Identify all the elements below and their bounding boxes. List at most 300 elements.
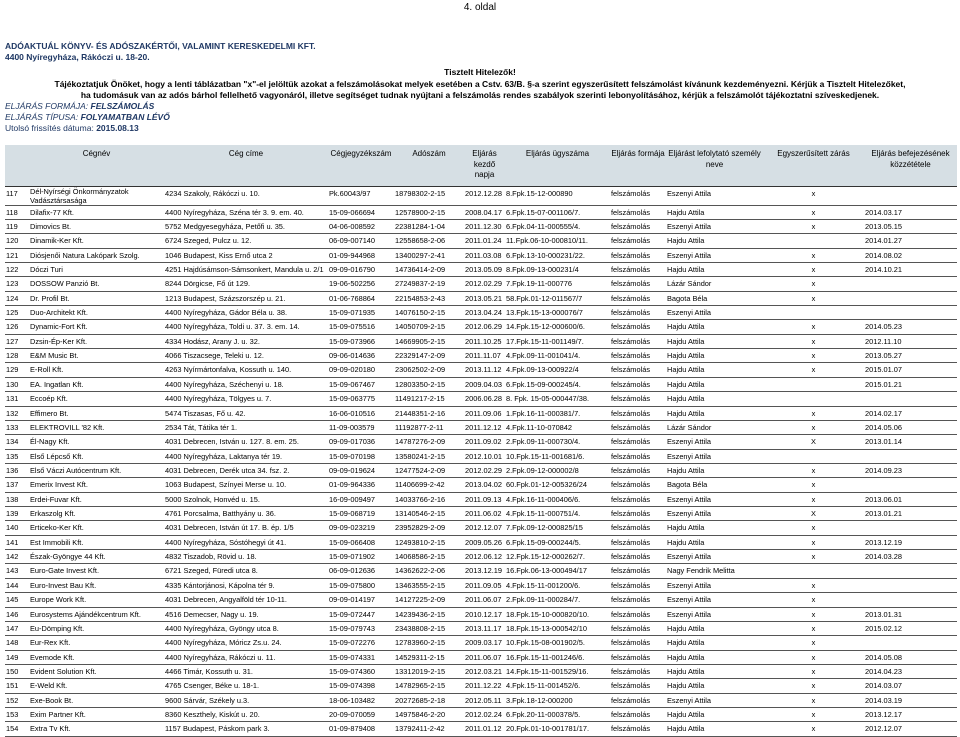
cell-simplified-closing: x — [763, 406, 864, 420]
cell-closing-publication-date — [864, 636, 957, 650]
cell-simplified-closing: x — [763, 636, 864, 650]
cell-procedure-form: felszámolás — [610, 722, 666, 736]
cell-company-address: 2534 Tát, Tátika tér 1. — [164, 420, 328, 434]
cell-company-name: Dilafix-77 Kft. — [29, 205, 164, 219]
cell-closing-publication-date: 2013.01.14 — [864, 435, 957, 449]
cell-start-date: 2012.10.01 — [464, 449, 505, 463]
cell-company-address: 8360 Keszthely, Kiskút u. 20. — [164, 708, 328, 722]
table-row — [5, 377, 957, 391]
cell-row-number: 135 — [5, 449, 29, 463]
cell-simplified-closing — [763, 392, 864, 406]
cell-procedure-form: felszámolás — [610, 621, 666, 635]
update-date — [5, 123, 955, 134]
cell-row-number: 141 — [5, 535, 29, 549]
cell-row-number: 146 — [5, 607, 29, 621]
cell-registration-number: Pk.60043/97 — [328, 186, 394, 205]
cell-administrator-name: Hajdu Attila — [666, 363, 763, 377]
table-row — [5, 186, 957, 205]
cell-closing-publication-date — [864, 593, 957, 607]
cell-simplified-closing: x — [763, 492, 864, 506]
cell-row-number: 143 — [5, 564, 29, 578]
cell-closing-publication-date: 2014.02.17 — [864, 406, 957, 420]
table-row — [5, 607, 957, 621]
cell-company-address: 1063 Budapest, Színyei Merse u. 10. — [164, 478, 328, 492]
cell-administrator-name: Hajdu Attila — [666, 722, 763, 736]
cell-row-number: 151 — [5, 679, 29, 693]
cell-tax-number: 12803350-2-15 — [394, 377, 464, 391]
cell-registration-number: 15-09-070198 — [328, 449, 394, 463]
cell-procedure-form: felszámolás — [610, 219, 666, 233]
cell-procedure-form: felszámolás — [610, 435, 666, 449]
cell-closing-publication-date: 2015.02.12 — [864, 621, 957, 635]
table-row — [5, 234, 957, 248]
liquidation-table — [5, 145, 957, 737]
cell-procedure-form: felszámolás — [610, 564, 666, 578]
cell-company-name: E&M Music Bt. — [29, 349, 164, 363]
cell-administrator-name: Eszenyi Attila — [666, 449, 763, 463]
cell-start-date: 2012.06.29 — [464, 320, 505, 334]
cell-tax-number: 14787276-2-09 — [394, 435, 464, 449]
cell-simplified-closing: x — [763, 722, 864, 736]
cell-administrator-name: Hajdu Attila — [666, 463, 763, 477]
cell-tax-number: 14050709-2-15 — [394, 320, 464, 334]
table-row — [5, 248, 957, 262]
cell-simplified-closing: x — [763, 578, 864, 592]
cell-row-number: 139 — [5, 507, 29, 521]
cell-administrator-name: Eszenyi Attila — [666, 435, 763, 449]
cell-procedure-form: felszámolás — [610, 665, 666, 679]
cell-company-name: Effimero Bt. — [29, 406, 164, 420]
cell-row-number: 148 — [5, 636, 29, 650]
cell-tax-number: 12558658-2-06 — [394, 234, 464, 248]
table-row — [5, 478, 957, 492]
table-row — [5, 306, 957, 320]
cell-closing-publication-date: 2012.11.10 — [864, 334, 957, 348]
cell-row-number: 142 — [5, 550, 29, 564]
cell-registration-number: 06-09-007140 — [328, 234, 394, 248]
cell-row-number: 147 — [5, 621, 29, 635]
cell-row-number: 138 — [5, 492, 29, 506]
cell-tax-number: 11406699-2-42 — [394, 478, 464, 492]
cell-simplified-closing: x — [763, 550, 864, 564]
cell-tax-number: 23952829-2-09 — [394, 521, 464, 535]
cell-row-number: 126 — [5, 320, 29, 334]
cell-row-number: 128 — [5, 349, 29, 363]
cell-tax-number: 14076150-2-15 — [394, 306, 464, 320]
table-row — [5, 693, 957, 707]
cell-tax-number: 12493810-2-15 — [394, 535, 464, 549]
cell-registration-number: 15-09-073966 — [328, 334, 394, 348]
cell-company-address: 8244 Dörgicse, Fő út 129. — [164, 277, 328, 291]
cell-company-address: 4031 Debrecen, István út 17. B. ép. 1/5 — [164, 521, 328, 535]
cell-administrator-name: Lázár Sándor — [666, 420, 763, 434]
cell-start-date: 2011.06.07 — [464, 650, 505, 664]
cell-start-date: 2011.01.24 — [464, 234, 505, 248]
cell-simplified-closing: x — [763, 334, 864, 348]
table-row — [5, 262, 957, 276]
cell-company-name: Euro-Gate Invest Kft. — [29, 564, 164, 578]
cell-company-name: Evident Solution Kft. — [29, 665, 164, 679]
cell-simplified-closing: x — [763, 535, 864, 549]
cell-procedure-form: felszámolás — [610, 349, 666, 363]
cell-registration-number: 15-09-072276 — [328, 636, 394, 650]
cell-row-number: 127 — [5, 334, 29, 348]
cell-company-name: Erkaszolg Kft. — [29, 507, 164, 521]
cell-registration-number: 15-09-079743 — [328, 621, 394, 635]
cell-closing-publication-date: 2014.08.02 — [864, 248, 957, 262]
cell-company-name: Dóczi Turi — [29, 262, 164, 276]
cell-closing-publication-date: 2014.05.08 — [864, 650, 957, 664]
cell-row-number: 121 — [5, 248, 29, 262]
cell-procedure-form: felszámolás — [610, 420, 666, 434]
cell-closing-publication-date — [864, 521, 957, 535]
cell-start-date: 2009.04.03 — [464, 377, 505, 391]
cell-simplified-closing: x — [763, 205, 864, 219]
cell-administrator-name: Hajdu Attila — [666, 205, 763, 219]
cell-company-address: 5474 Tiszasas, Fő u. 42. — [164, 406, 328, 420]
cell-procedure-form: felszámolás — [610, 478, 666, 492]
notice-line-1: Tájékoztatjuk Önöket, hogy a lenti táblázatban "x"-el jelöltük azokat a felszámolásokat melyek esetében a Cstv. 63/B. §-a szerint egyszerűsített felszámolást kívánunk kezdeményezni. Kérjük a Tisztelt Hitelezőket, — [54, 78, 906, 89]
cell-simplified-closing: x — [763, 650, 864, 664]
procedure-form — [5, 101, 955, 112]
cell-procedure-form: felszámolás — [610, 186, 666, 205]
cell-row-number: 150 — [5, 665, 29, 679]
cell-start-date: 2011.03.08 — [464, 248, 505, 262]
cell-company-address: 6721 Szeged, Füredi utca 8. — [164, 564, 328, 578]
cell-start-date: 2012.02.29 — [464, 277, 505, 291]
table-row — [5, 205, 957, 219]
cell-registration-number: 01-09-879408 — [328, 722, 394, 736]
cell-procedure-form: felszámolás — [610, 392, 666, 406]
company-name: ADÓAKTUÁL KÖNYV- ÉS ADÓSZAKÉRTŐI, VALAMINT KERESKEDELMI KFT. — [5, 41, 316, 51]
table-body — [5, 186, 957, 736]
cell-closing-publication-date — [864, 291, 957, 305]
cell-registration-number: 09-09-019624 — [328, 463, 394, 477]
update-date-label: Utolsó frissítés dátuma: — [5, 123, 94, 134]
cell-registration-number: 09-06-014636 — [328, 349, 394, 363]
cell-company-name: EA. Ingatlan Kft. — [29, 377, 164, 391]
procedure-form-value: FELSZÁMOLÁS — [90, 101, 155, 112]
cell-tax-number: 22329147-2-09 — [394, 349, 464, 363]
cell-row-number: 136 — [5, 463, 29, 477]
cell-start-date: 2009.05.26 — [464, 535, 505, 549]
cell-start-date: 2011.12.12 — [464, 420, 505, 434]
cell-case-number: 2.Fpk.09-12-000002/8 — [505, 463, 610, 477]
cell-registration-number: 15-09-074331 — [328, 650, 394, 664]
table-row — [5, 722, 957, 736]
cell-closing-publication-date: 2014.04.23 — [864, 665, 957, 679]
table-row — [5, 621, 957, 635]
cell-company-name: E-Weld Kft. — [29, 679, 164, 693]
cell-case-number: 4.Fpk.15-11-000751/4. — [505, 507, 610, 521]
cell-simplified-closing: x — [763, 679, 864, 693]
cell-procedure-form: felszámolás — [610, 334, 666, 348]
cell-procedure-form: felszámolás — [610, 650, 666, 664]
cell-company-name: Első Váczi Autócentrum Kft. — [29, 463, 164, 477]
cell-start-date: 2011.12.22 — [464, 679, 505, 693]
cell-registration-number: 15-09-067467 — [328, 377, 394, 391]
cell-company-name: Dimovics Bt. — [29, 219, 164, 233]
cell-procedure-form: felszámolás — [610, 578, 666, 592]
cell-tax-number: 13140546-2-15 — [394, 507, 464, 521]
cell-registration-number: 18-06-103482 — [328, 693, 394, 707]
cell-row-number: 129 — [5, 363, 29, 377]
cell-company-name: Dinamik-Ker Kft. — [29, 234, 164, 248]
cell-tax-number: 14362622-2-06 — [394, 564, 464, 578]
table-row — [5, 550, 957, 564]
cell-administrator-name: Bagota Béla — [666, 291, 763, 305]
cell-start-date: 2013.05.09 — [464, 262, 505, 276]
cell-administrator-name: Bagota Béla — [666, 478, 763, 492]
cell-company-name: Él-Nagy Kft. — [29, 435, 164, 449]
cell-tax-number: 14068586-2-15 — [394, 550, 464, 564]
cell-company-name: DOSSOW Panzió Bt. — [29, 277, 164, 291]
cell-company-name: Eu-Dömping Kft. — [29, 621, 164, 635]
cell-case-number: 10.Fpk.15-08-001902/5. — [505, 636, 610, 650]
cell-closing-publication-date: 2013.12.17 — [864, 708, 957, 722]
cell-case-number: 7.Fpk.19-11-000776 — [505, 277, 610, 291]
cell-row-number: 137 — [5, 478, 29, 492]
cell-simplified-closing: x — [763, 521, 864, 535]
table-row — [5, 578, 957, 592]
cell-simplified-closing — [763, 564, 864, 578]
cell-tax-number: 11192877-2-11 — [394, 420, 464, 434]
col-header-company-name: Cégnév — [29, 145, 164, 186]
cell-row-number: 131 — [5, 392, 29, 406]
cell-company-name: Erticeko-Ker Kft. — [29, 521, 164, 535]
cell-company-address: 4335 Kántorjánosi, Kápolna tér 9. — [164, 578, 328, 592]
cell-administrator-name: Nagy Fendrik Melitta — [666, 564, 763, 578]
cell-procedure-form: felszámolás — [610, 205, 666, 219]
cell-company-address: 4765 Csenger, Béke u. 18-1. — [164, 679, 328, 693]
cell-company-address: 4263 Nyírmártonfalva, Kossuth u. 140. — [164, 363, 328, 377]
cell-registration-number: 15-09-066694 — [328, 205, 394, 219]
cell-closing-publication-date — [864, 449, 957, 463]
table-row — [5, 363, 957, 377]
cell-closing-publication-date: 2014.05.23 — [864, 320, 957, 334]
table-row — [5, 593, 957, 607]
cell-administrator-name: Hajdu Attila — [666, 679, 763, 693]
cell-procedure-form: felszámolás — [610, 708, 666, 722]
cell-procedure-form: felszámolás — [610, 377, 666, 391]
cell-closing-publication-date — [864, 478, 957, 492]
cell-procedure-form: felszámolás — [610, 277, 666, 291]
table-row — [5, 636, 957, 650]
cell-closing-publication-date — [864, 392, 957, 406]
cell-closing-publication-date: 2015.01.21 — [864, 377, 957, 391]
cell-procedure-form: felszámolás — [610, 535, 666, 549]
cell-row-number: 144 — [5, 578, 29, 592]
table-row — [5, 507, 957, 521]
cell-tax-number: 22154853-2-43 — [394, 291, 464, 305]
col-header-closing-publication: Eljárás befejezésének közzététele — [864, 145, 957, 186]
cell-procedure-form: felszámolás — [610, 363, 666, 377]
cell-administrator-name: Eszenyi Attila — [666, 550, 763, 564]
col-header-address: Cég címe — [164, 145, 328, 186]
cell-procedure-form: felszámolás — [610, 248, 666, 262]
cell-company-address: 5752 Medgyesegyháza, Petőfi u. 35. — [164, 219, 328, 233]
cell-tax-number: 12477524-2-09 — [394, 463, 464, 477]
cell-company-name: Észak-Gyöngye 44 Kft. — [29, 550, 164, 564]
cell-tax-number: 14529311-2-15 — [394, 650, 464, 664]
table-row — [5, 349, 957, 363]
cell-start-date: 2011.09.02 — [464, 435, 505, 449]
cell-simplified-closing: x — [763, 291, 864, 305]
cell-administrator-name: Hajdu Attila — [666, 650, 763, 664]
cell-administrator-name: Lázár Sándor — [666, 277, 763, 291]
cell-simplified-closing: x — [763, 277, 864, 291]
cell-simplified-closing — [763, 234, 864, 248]
cell-tax-number: 14736414-2-09 — [394, 262, 464, 276]
cell-case-number: 18.Fpk.15-10-000820/10. — [505, 607, 610, 621]
cell-case-number: 4.Fpk.15-11-001452/6. — [505, 679, 610, 693]
cell-row-number: 120 — [5, 234, 29, 248]
cell-closing-publication-date: 2012.12.07 — [864, 722, 957, 736]
cell-case-number: 2.Fpk.09-11-000284/7. — [505, 593, 610, 607]
cell-registration-number: 09-09-020180 — [328, 363, 394, 377]
cell-administrator-name: Hajdu Attila — [666, 636, 763, 650]
cell-case-number: 60.Fpk.01-12-005326/24 — [505, 478, 610, 492]
cell-administrator-name: Hajdu Attila — [666, 521, 763, 535]
cell-company-name: Dél-Nyírségi Önkormányzatok Vadásztársasága — [29, 186, 164, 205]
cell-start-date: 2013.05.21 — [464, 291, 505, 305]
cell-start-date: 2011.09.05 — [464, 578, 505, 592]
cell-administrator-name: Eszenyi Attila — [666, 507, 763, 521]
cell-case-number: 17.Fpk.15-11-001149/7. — [505, 334, 610, 348]
table-row — [5, 219, 957, 233]
cell-registration-number: 15-09-075516 — [328, 320, 394, 334]
cell-simplified-closing: x — [763, 708, 864, 722]
cell-row-number: 152 — [5, 693, 29, 707]
cell-row-number: 124 — [5, 291, 29, 305]
cell-tax-number: 14239436-2-15 — [394, 607, 464, 621]
cell-company-address: 4400 Nyíregyháza, Laktanya tér 19. — [164, 449, 328, 463]
table-row — [5, 564, 957, 578]
cell-registration-number: 09-09-014197 — [328, 593, 394, 607]
cell-simplified-closing: x — [763, 320, 864, 334]
col-header-case-number: Eljárás ügyszáma — [505, 145, 610, 186]
cell-case-number: 18.Fpk.15-13-000542/10 — [505, 621, 610, 635]
cell-closing-publication-date: 2015.01.07 — [864, 363, 957, 377]
cell-company-address: 1157 Budapest, Páskom park 3. — [164, 722, 328, 736]
cell-case-number: 4.Fpk.09-11-001041/4. — [505, 349, 610, 363]
cell-company-name: Europe Work Kft. — [29, 593, 164, 607]
table-row — [5, 320, 957, 334]
cell-row-number: 117 — [5, 186, 29, 205]
cell-administrator-name: Hajdu Attila — [666, 334, 763, 348]
cell-administrator-name: Hajdu Attila — [666, 392, 763, 406]
cell-case-number: 6.Fpk.20-11-000378/5. — [505, 708, 610, 722]
cell-company-name: Euro-Invest Bau Kft. — [29, 578, 164, 592]
cell-tax-number: 27249837-2-19 — [394, 277, 464, 291]
cell-simplified-closing: x — [763, 186, 864, 205]
cell-row-number: 154 — [5, 722, 29, 736]
cell-simplified-closing: x — [763, 363, 864, 377]
cell-company-name: Evemode Kft. — [29, 650, 164, 664]
cell-administrator-name: Eszenyi Attila — [666, 186, 763, 205]
cell-company-name: Duo-Architekt Kft. — [29, 306, 164, 320]
greeting: Tisztelt Hitelezők! — [444, 67, 516, 78]
cell-company-name: Eur-Rex Kft. — [29, 636, 164, 650]
cell-case-number: 2.Fpk.09-11-000730/4. — [505, 435, 610, 449]
cell-procedure-form: felszámolás — [610, 521, 666, 535]
cell-row-number: 123 — [5, 277, 29, 291]
cell-tax-number: 14975846-2-20 — [394, 708, 464, 722]
cell-registration-number: 15-09-071935 — [328, 306, 394, 320]
cell-case-number: 6.Fpk.04-11-000555/4. — [505, 219, 610, 233]
cell-tax-number: 14033766-2-16 — [394, 492, 464, 506]
cell-closing-publication-date: 2014.03.17 — [864, 205, 957, 219]
cell-start-date: 2011.01.12 — [464, 722, 505, 736]
cell-case-number: 4.Fpk.11-10-070842 — [505, 420, 610, 434]
cell-procedure-form: felszámolás — [610, 492, 666, 506]
cell-company-name: Dynamic-Fort Kft. — [29, 320, 164, 334]
cell-tax-number: 22381284-1-04 — [394, 219, 464, 233]
cell-simplified-closing: x — [763, 621, 864, 635]
table-row — [5, 420, 957, 434]
cell-closing-publication-date: 2014.03.19 — [864, 693, 957, 707]
cell-company-name: Emerix Invest Kft. — [29, 478, 164, 492]
cell-simplified-closing: x — [763, 262, 864, 276]
cell-tax-number: 13792411-2-42 — [394, 722, 464, 736]
cell-company-address: 4761 Porcsalma, Batthyány u. 36. — [164, 507, 328, 521]
cell-company-name: E-Roll Kft. — [29, 363, 164, 377]
cell-case-number: 11.Fpk.06-10-000810/11. — [505, 234, 610, 248]
table-row — [5, 521, 957, 535]
cell-start-date: 2010.12.17 — [464, 607, 505, 621]
cell-administrator-name: Hajdu Attila — [666, 349, 763, 363]
cell-simplified-closing: x — [763, 665, 864, 679]
cell-case-number: 6.Fpk.15-07-001106/7. — [505, 205, 610, 219]
cell-simplified-closing: x — [763, 693, 864, 707]
cell-tax-number: 13463555-2-15 — [394, 578, 464, 592]
cell-administrator-name: Eszenyi Attila — [666, 492, 763, 506]
cell-registration-number: 11-09-003579 — [328, 420, 394, 434]
cell-closing-publication-date: 2014.05.06 — [864, 420, 957, 434]
cell-case-number: 6.Fpk.15-09-000245/4. — [505, 377, 610, 391]
cell-closing-publication-date — [864, 578, 957, 592]
cell-closing-publication-date — [864, 564, 957, 578]
cell-start-date: 2011.12.30 — [464, 219, 505, 233]
cell-company-name: Dr. Profil Bt. — [29, 291, 164, 305]
table-row — [5, 449, 957, 463]
cell-registration-number: 01-09-944968 — [328, 248, 394, 262]
table-row — [5, 679, 957, 693]
notice-line-2: ha tudomásuk van az adós bárhol fellelhető vagyonáról, illetve segítséget tudnak nyújtani a felszámolás rendes szabályok szerinti lebonyolításához, kérjük a felszámolót tájékoztatni szíveskedjenek. — [80, 89, 880, 100]
cell-registration-number: 15-09-072447 — [328, 607, 394, 621]
table-row — [5, 463, 957, 477]
cell-row-number: 130 — [5, 377, 29, 391]
cell-registration-number: 15-09-075800 — [328, 578, 394, 592]
cell-company-name: Diósjenői Natura Lakópark Szolg. — [29, 248, 164, 262]
cell-start-date: 2013.11.12 — [464, 363, 505, 377]
col-header-no — [5, 145, 29, 186]
cell-start-date: 2013.12.19 — [464, 564, 505, 578]
cell-row-number: 122 — [5, 262, 29, 276]
cell-case-number: 7.Fpk.09-12-000825/15 — [505, 521, 610, 535]
cell-start-date: 2009.03.17 — [464, 636, 505, 650]
cell-closing-publication-date — [864, 277, 957, 291]
cell-company-name: Eurosystems Ajándékcentrum Kft. — [29, 607, 164, 621]
cell-registration-number: 06-09-012636 — [328, 564, 394, 578]
cell-case-number: 10.Fpk.15-11-001681/6. — [505, 449, 610, 463]
cell-tax-number: 23062502-2-09 — [394, 363, 464, 377]
cell-simplified-closing: x — [763, 463, 864, 477]
cell-administrator-name: Hajdu Attila — [666, 665, 763, 679]
cell-row-number: 125 — [5, 306, 29, 320]
cell-case-number: 6.Fpk.15-09-000244/5. — [505, 535, 610, 549]
cell-procedure-form: felszámolás — [610, 636, 666, 650]
